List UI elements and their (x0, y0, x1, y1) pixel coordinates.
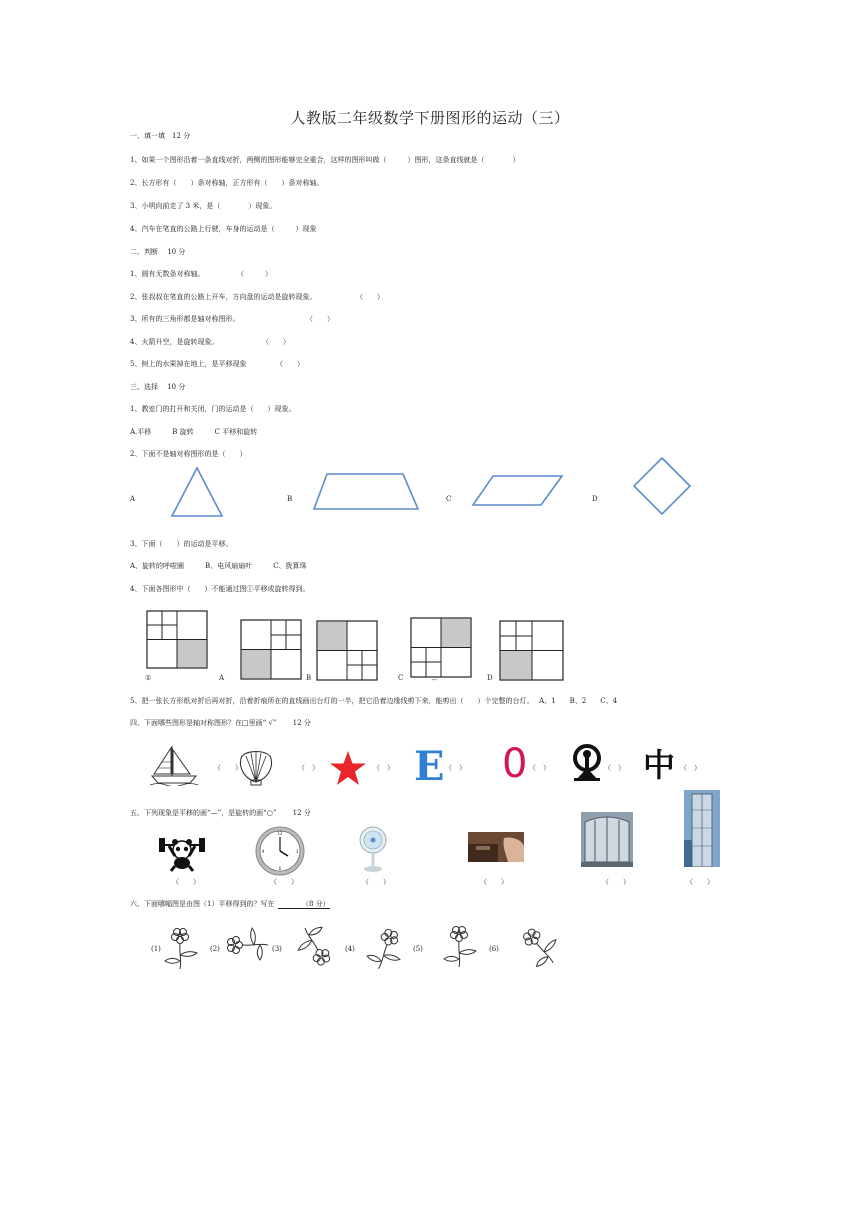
s2-question-5: 5、树上的水果掉在地上，是平移现象 (130, 360, 247, 368)
section-1-heading: 一、填一填 12 分 (130, 132, 191, 140)
section-2-heading: 二、判断 10 分 (130, 248, 186, 256)
s4-answer-2: （ ） (298, 764, 319, 772)
s2-answer-1: （ ） (237, 270, 272, 278)
parallelogram-shape (471, 474, 565, 508)
s5-answer-4: （ ） (480, 878, 508, 886)
shape-label-c: C (446, 495, 452, 503)
s1-question-1: 1、如果一个图形沿着一条直线对折，两侧的图形能够完全重合，这样的图形叫做（ ）图形，这条直线就是（ ） (130, 156, 520, 164)
s5-answer-2: （ ） (270, 878, 298, 886)
grid-label-d: D (487, 674, 493, 682)
flower-label-6: (6) (489, 945, 499, 953)
red-star-icon (329, 750, 367, 786)
page-title: 人教版二年级数学下册图形的运动（三） (290, 109, 570, 127)
s4-answer-4: （ ） (445, 764, 466, 772)
s5-answer-3: （ ） (362, 878, 390, 886)
glass-elevator-photo-icon (684, 790, 720, 867)
drawer-photo-icon (468, 832, 524, 862)
section-6-score: （8 分） (278, 901, 330, 909)
svg-text:9: 9 (261, 849, 265, 854)
shell-icon (236, 748, 276, 786)
section-5-heading: 五、下列现象是平移的画“—”，是旋转的画“○” 12 分 (130, 809, 311, 817)
section-6-heading: 六、下面哪幅图是由图（1）平移得到的？写在 (130, 900, 275, 908)
grid-label-circle-1: ① (145, 674, 152, 682)
grid-figure-d (499, 620, 565, 682)
s3-question-1: 1、教室门的打开和关闭，门的运动是（ ）现象。 (130, 405, 296, 413)
s4-answer-5: （ ） (529, 764, 550, 772)
s1-question-3: 3、小明向前走了 3 米，是（ ）现象。 (130, 202, 277, 210)
section-3-heading: 三、选择 10 分 (130, 383, 186, 391)
grid-figure-a (240, 619, 304, 681)
s4-answer-6: （ ） (604, 764, 625, 772)
s3-question-1-options: A.平移 B 旋转 C 平移和旋转 (130, 428, 258, 436)
shape-label-b: B (287, 495, 293, 503)
wall-clock-icon (254, 825, 306, 877)
s2-question-2: 2、张叔叔在笔直的公路上开车，方向盘的运动是旋转现象。 (130, 293, 317, 301)
s2-question-1: 1、圆有无数条对称轴。 (130, 270, 205, 278)
section-4-heading: 四、下面哪些图形是轴对称图形？在□里画“ √” 12 分 (130, 719, 311, 727)
s1-question-4: 4、汽车在笔直的公路上行驶，车身的运动是（ ）现象 (130, 225, 317, 233)
grid-figure-b (316, 620, 380, 682)
flower-icon-3 (294, 923, 338, 971)
character-zhong: 中 (643, 746, 676, 784)
flower-label-4: (4) (345, 945, 355, 953)
flower-icon-6 (516, 922, 562, 970)
trapezoid-shape (311, 472, 421, 512)
triangle-shape (170, 466, 224, 518)
s3-question-2: 2、下面不是轴对称图形的是（ ） (130, 450, 247, 458)
grid-label-c: C (398, 674, 404, 682)
railway-logo-icon (570, 744, 604, 782)
revolving-door-photo-icon (581, 812, 633, 867)
s2-answer-5: （ ） (276, 360, 304, 368)
digit-zero: 0 (502, 741, 528, 787)
letter-e: E (414, 743, 445, 790)
s3-question-3-options: A、旋转的呼啦圈 B、电风扇扇叶 C、拨算珠 (130, 562, 307, 570)
weightlifter-panda-icon (157, 832, 207, 872)
s2-answer-3: （ ） (306, 315, 334, 323)
s1-question-2: 2、长方形有（ ）条对称轴，正方形有（ ）条对称轴。 (130, 179, 324, 187)
s2-question-4: 4、火箭升空，是旋转现象。 (130, 338, 219, 346)
s3-question-4: 4、下面各图形中（ ）不能通过图①平移或旋转得到。 (130, 585, 310, 593)
grid-label-b: B (306, 674, 312, 682)
flower-icon-1 (162, 925, 200, 971)
s2-answer-4: （ ） (262, 338, 290, 346)
s2-answer-2: （ ） (356, 293, 384, 301)
flower-icon-5 (441, 923, 479, 969)
svg-text:12: 12 (277, 831, 283, 836)
s3-question-5: 5、把一张长方形纸对折后再对折，沿着折痕所在的直线画出台灯的一半，把它沿着边缘线剪下来，能剪出（ ）个完整的台灯。 A、1 B、2 C、4 (130, 697, 618, 705)
s5-answer-6: （ ） (686, 878, 714, 886)
s5-answer-1: （ ） (172, 878, 200, 886)
flower-label-3: (3) (272, 945, 282, 953)
s4-answer-7: （ ） (680, 764, 701, 772)
s5-answer-5: （ ） (602, 878, 630, 886)
flower-label-5: (5) (413, 945, 423, 953)
svg-text:3: 3 (295, 849, 299, 854)
flower-label-1: (1) (151, 945, 161, 953)
sailboat-icon (148, 744, 200, 786)
grid-figure-1 (146, 610, 210, 670)
flower-label-2: (2) (210, 945, 220, 953)
shape-label-d: D (592, 495, 598, 503)
electric-fan-icon (356, 825, 390, 873)
grid-label-a: A (219, 674, 225, 682)
grid-figure-c (410, 617, 474, 679)
svg-text:6: 6 (278, 866, 282, 871)
flower-icon-2 (224, 921, 268, 969)
flower-icon-4 (364, 924, 408, 972)
s4-answer-1: （ ） (214, 764, 242, 772)
s4-answer-3: （ ） (373, 764, 394, 772)
diamond-shape (632, 456, 692, 516)
shape-label-a: A (130, 495, 136, 503)
grid-mark: -- (432, 676, 437, 684)
s3-question-3: 3、下面（ ）的运动是平移。 (130, 540, 233, 548)
s2-question-3: 3、所有的三角形都是轴对称图形。 (130, 315, 240, 323)
